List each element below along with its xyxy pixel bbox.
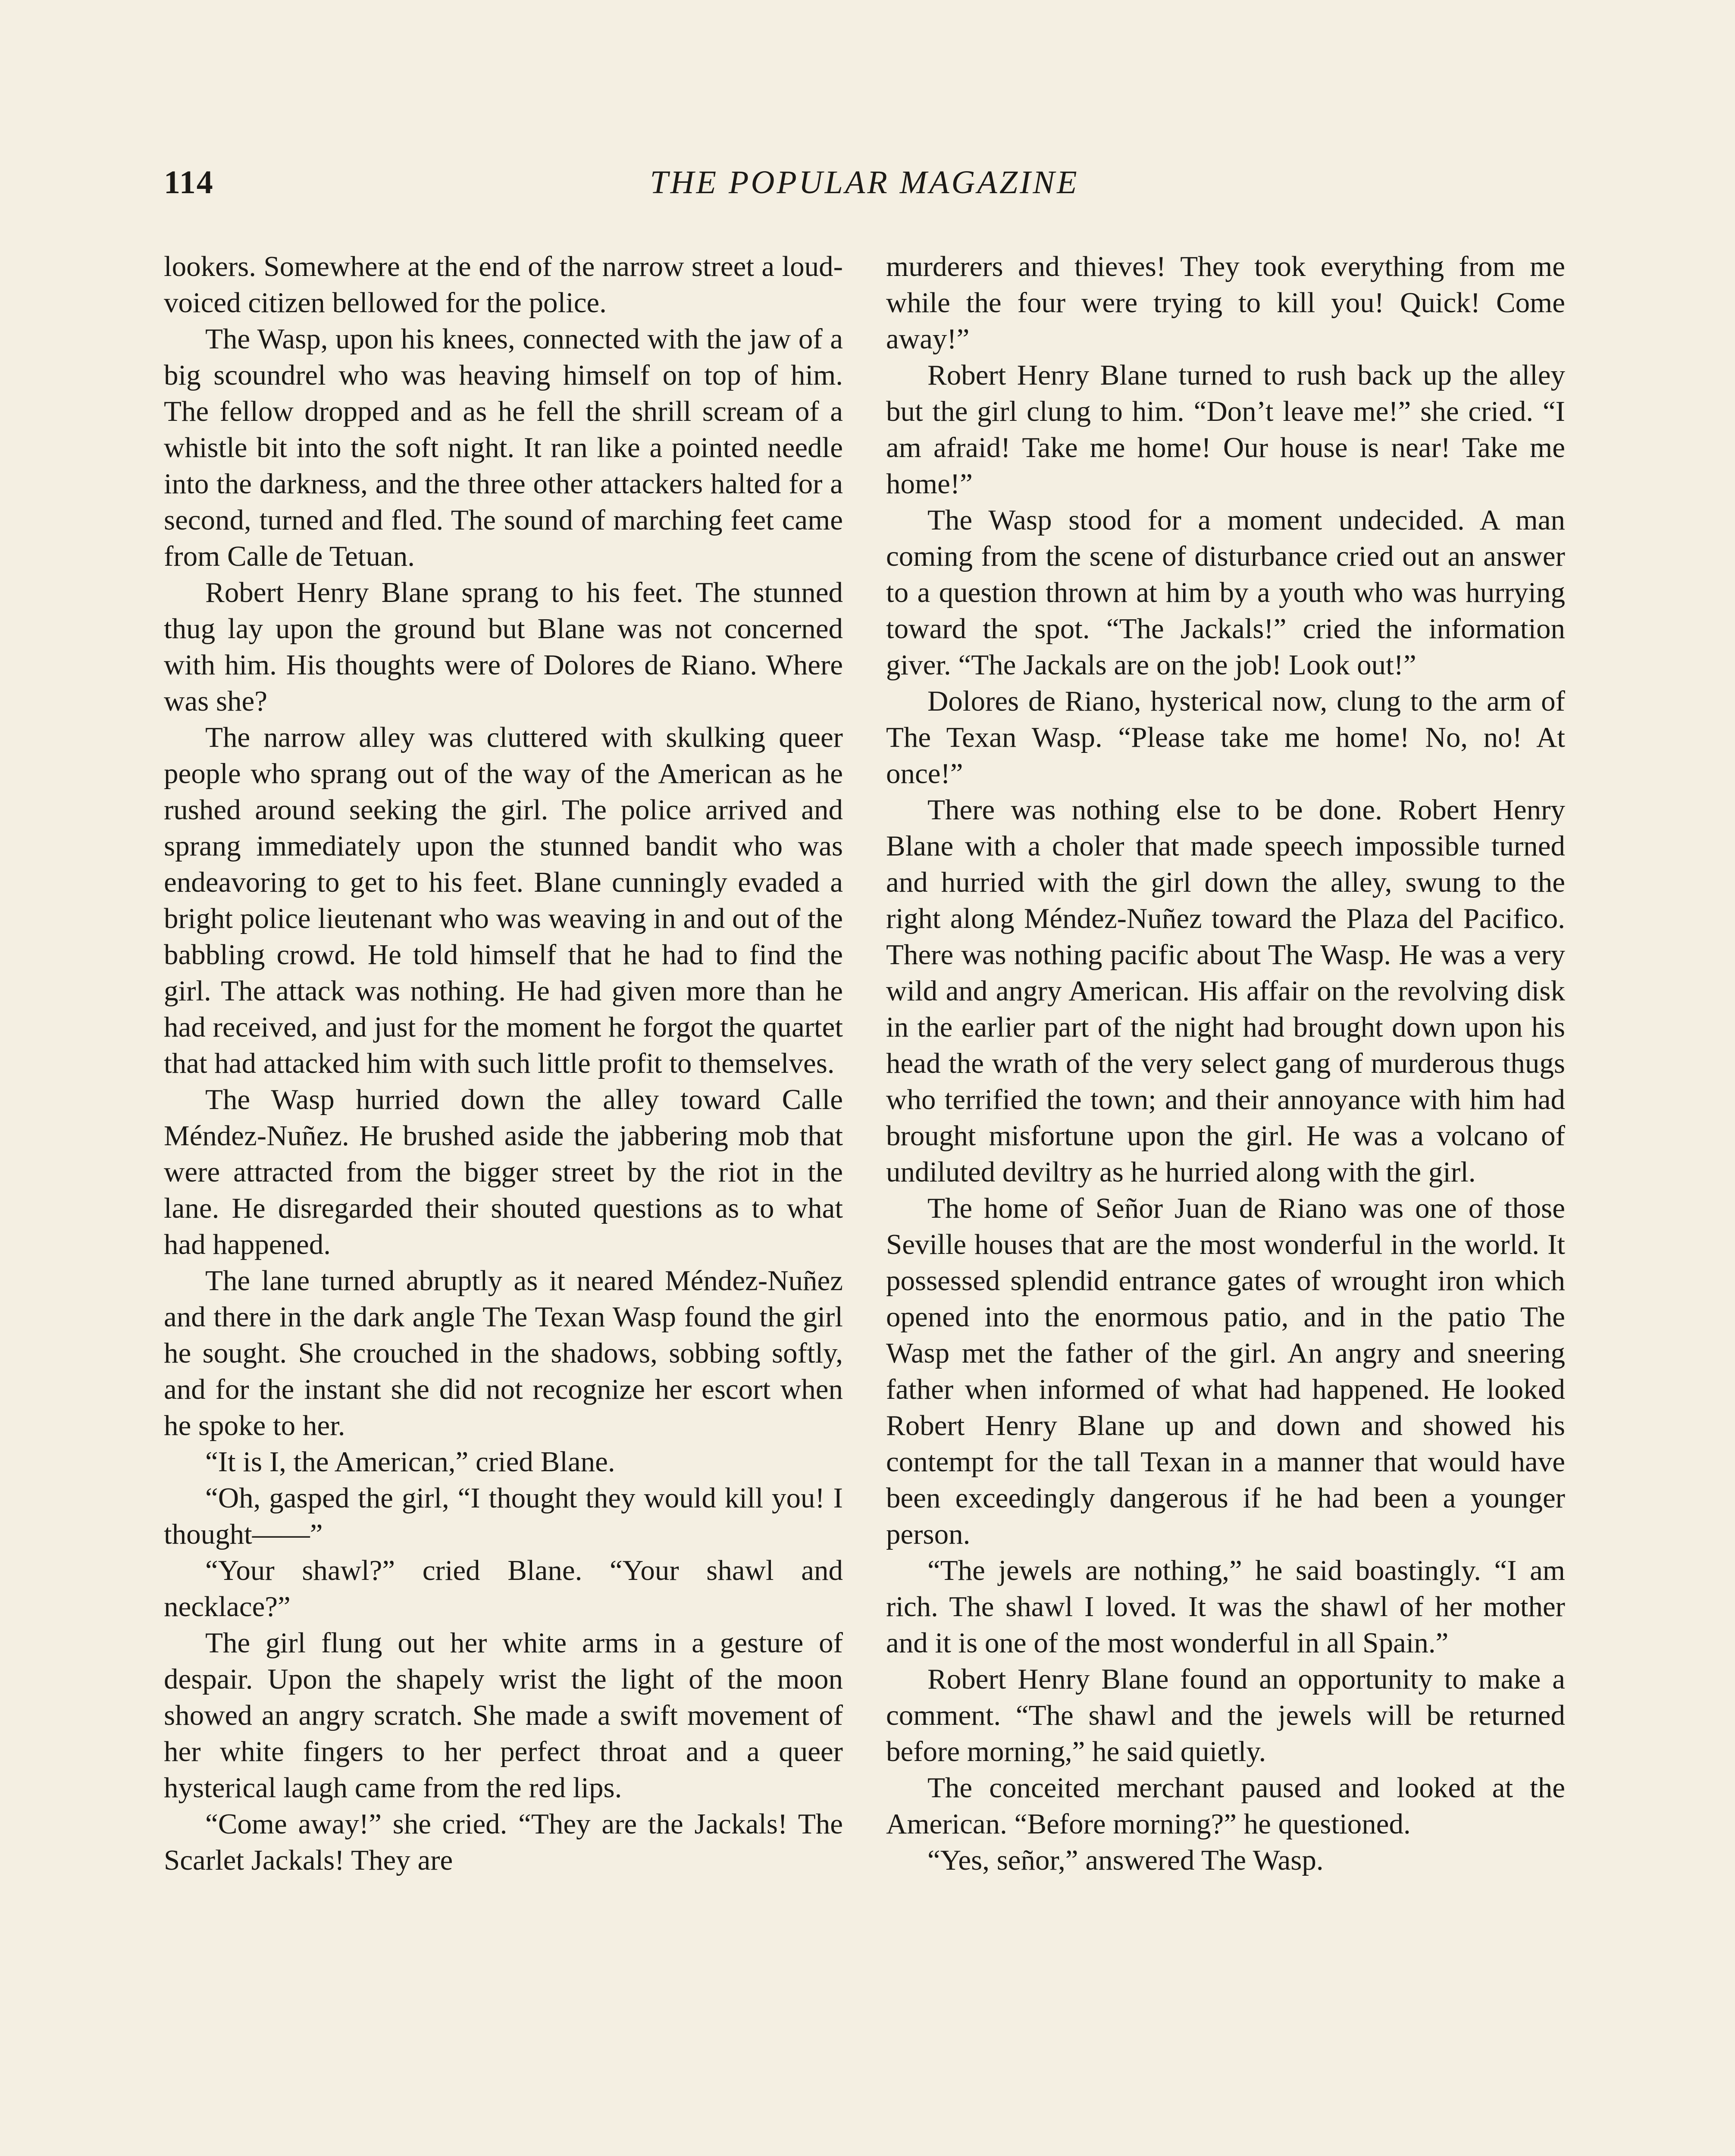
magazine-page (164, 164, 1565, 1876)
paragraph: The home of Señor Juan de Riano was one of those Seville houses that are the most wonderful in the world. It possessed splendid entrance gates of wrought iron which opened into the enormous patio, and in the patio The Wasp met the father of the girl. An angry and sneering father when informed of what had happened. He looked Robert Henry Blane up and down and showed his contempt for the tall Texan in a manner that would have been exceedingly dangerous if he had been a younger person. (886, 1192, 1565, 1550)
page-number: 114 (164, 164, 214, 201)
paragraph: Robert Henry Blane turned to rush back up the alley but the girl clung to him. “Don’t leave me!” she cried. “I am afraid! Take me home! Our house is near! Take me home!” (886, 359, 1565, 500)
paragraph: lookers. Somewhere at the end of the narrow street a loud-voiced citizen bellowed for the police. (164, 251, 843, 319)
paragraph: The girl flung out her white arms in a gesture of despair. Upon the shapely wrist the light of the moon showed an angry scratch. She made a swift movement of her white fingers to her perfect throat and a queer hysterical laugh came from the red lips. (164, 1627, 843, 1804)
paragraph: “Come away!” she cried. “They are the Jackals! The Scarlet Jackals! They are (164, 1808, 843, 1876)
paragraph: Dolores de Riano, hysterical now, clung to the arm of The Texan Wasp. “Please take me home! No, no! At once!” (886, 685, 1565, 790)
paragraph: “The jewels are nothing,” he said boastingly. “I am rich. The shawl I loved. It was the shawl of her mother and it is one of the most wonderful in all Spain.” (886, 1554, 1565, 1659)
paragraph: “It is I, the American,” cried Blane. (205, 1446, 615, 1478)
paragraph: The narrow alley was cluttered with skulking queer people who sprang out of the way of the American as he rushed around seeking the girl. The police arrived and sprang immediately upon the stunned bandit who was endeavoring to get to his feet. Blane cunningly evaded a bright police lieutenant who was weaving in and out of the babbling crowd. He told himself that he had to find the girl. The attack was nothing. He had given more than he had received, and just for the moment he forgot the quartet that had attacked him with such little profit to themselves. (164, 721, 843, 1079)
right-column (886, 248, 1565, 1878)
paragraph: “Oh, gasped the girl, “I thought they would kill you! I thought——” (164, 1482, 843, 1550)
paragraph: murderers and thieves! They took everything from me while the four were trying to kill you! Quick! Come away!” (886, 251, 1565, 355)
paragraph: “Your shawl?” cried Blane. “Your shawl and necklace?” (164, 1554, 843, 1623)
paragraph: “Yes, señor,” answered The Wasp. (927, 1844, 1324, 1876)
paragraph: There was nothing else to be done. Robert Henry Blane with a choler that made speech impossible turned and hurried with the girl down the alley, swung to the right along Méndez-Nuñez toward the Plaza del Pacifico. There was nothing pacific about The Wasp. He was a very wild and angry American. His affair on the revolving disk in the earlier part of the night had brought down upon his head the wrath of the very select gang of murderous thugs who terrified the town; and their annoyance with him had brought misfortune upon the girl. He was a volcano of undiluted deviltry as he hurried along with the girl. (886, 794, 1565, 1188)
paragraph: The Wasp stood for a moment undecided. A man coming from the scene of disturbance cried out an answer to a question thrown at him by a youth who was hurrying toward the spot. “The Jackals!” cried the information giver. “The Jackals are on the job! Look out!” (886, 504, 1565, 681)
page-header (164, 164, 1565, 216)
paragraph: Robert Henry Blane sprang to his feet. The stunned thug lay upon the ground but Blane was not concerned with him. His thoughts were of Dolores de Riano. Where was she? (164, 577, 843, 717)
paragraph: Robert Henry Blane found an opportunity to make a comment. “The shawl and the jewels will be returned before morning,” he said quietly. (886, 1663, 1565, 1767)
paragraph: The conceited merchant paused and looked at the American. “Before morning?” he questioned. (886, 1772, 1565, 1840)
paragraph: The Wasp, upon his knees, connected with the jaw of a big scoundrel who was heaving himself on top of him. The fellow dropped and as he fell the shrill scream of a whistle bit into the soft night. It ran like a pointed needle into the darkness, and the three other attackers halted for a second, turned and fled. The sound of marching feet came from Calle de Tetuan. (164, 323, 843, 572)
running-title: THE POPULAR MAGAZINE (650, 164, 1079, 201)
left-column (164, 248, 843, 1878)
paragraph: The Wasp hurried down the alley toward Calle Méndez-Nuñez. He brushed aside the jabbering mob that were attracted from the bigger street by the riot in the lane. He disregarded their shouted questions as to what had happened. (164, 1084, 843, 1260)
paragraph: The lane turned abruptly as it neared Méndez-Nuñez and there in the dark angle The Texan Wasp found the girl he sought. She crouched in the shadows, sobbing softly, and for the instant she did not recognize her escort when he spoke to her. (164, 1265, 843, 1442)
